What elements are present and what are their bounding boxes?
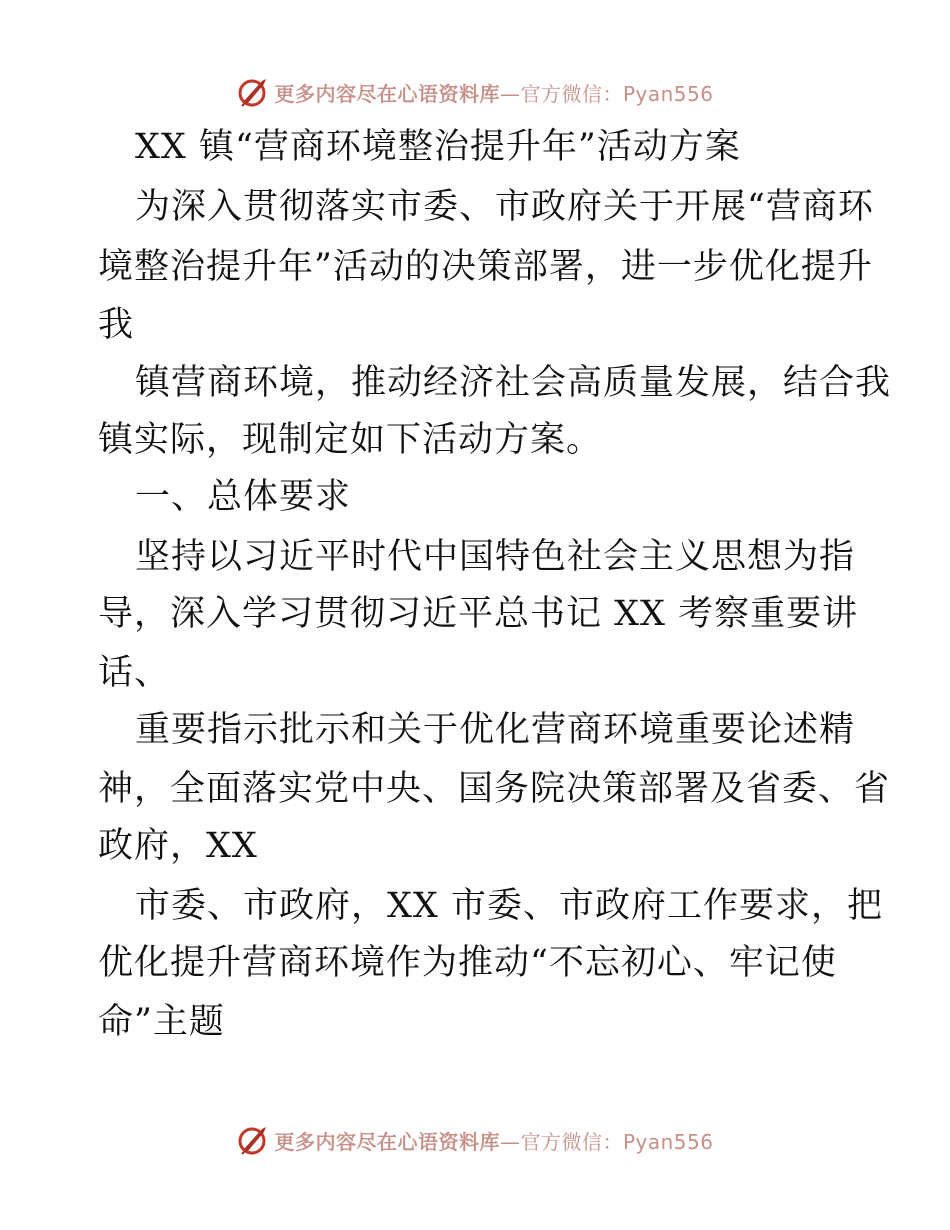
watermark-brand: 更多内容尽在心语资料库 [274,1129,500,1154]
paragraph-line: 重要指示批示和关于优化营商环境重要论述精 [135,710,856,750]
quill-logo-icon [236,1123,270,1157]
paragraph-line: 神，全面落实党中央、国务院决策部署及省委、省 [98,769,891,809]
watermark-header [0,72,950,112]
paragraph-line: 我 [98,305,135,345]
paragraph-line: 为深入贯彻落实市委、市政府关于开展“营商环 [135,187,874,227]
paragraph-line: 镇实际，现制定如下活动方案。 [98,420,603,460]
quill-logo-icon [236,75,270,109]
watermark-footer [0,1120,950,1160]
document-title: XX 镇“营商环境整治提升年”活动方案 [135,127,741,167]
watermark-suffix: —官方微信：Pyan556 [499,81,714,106]
paragraph-line: 优化提升营商环境作为推动“不忘初心、牢记使 [98,943,837,983]
watermark-brand: 更多内容尽在心语资料库 [274,81,500,106]
paragraph-line: 坚持以习近平时代中国特色社会主义思想为指 [135,537,856,577]
paragraph-line: 市委、市政府，XX 市委、市政府工作要求，把 [135,886,883,926]
paragraph-line: 境整治提升年”活动的决策部署，进一步优化提升 [98,247,873,287]
paragraph-line: 话、 [98,653,171,693]
paragraph-line: 政府，XX [98,826,258,866]
watermark-text [274,78,713,107]
paragraph-line: 命”主题 [98,1002,225,1042]
watermark-text [274,1126,713,1155]
section-heading: 一、总体要求 [135,477,352,517]
paragraph-line: 导，深入学习贯彻习近平总书记 XX 考察重要讲 [98,594,859,634]
paragraph-line: 镇营商环境，推动经济社会高质量发展，结合我 [135,363,892,403]
watermark-suffix: —官方微信：Pyan556 [499,1129,714,1154]
